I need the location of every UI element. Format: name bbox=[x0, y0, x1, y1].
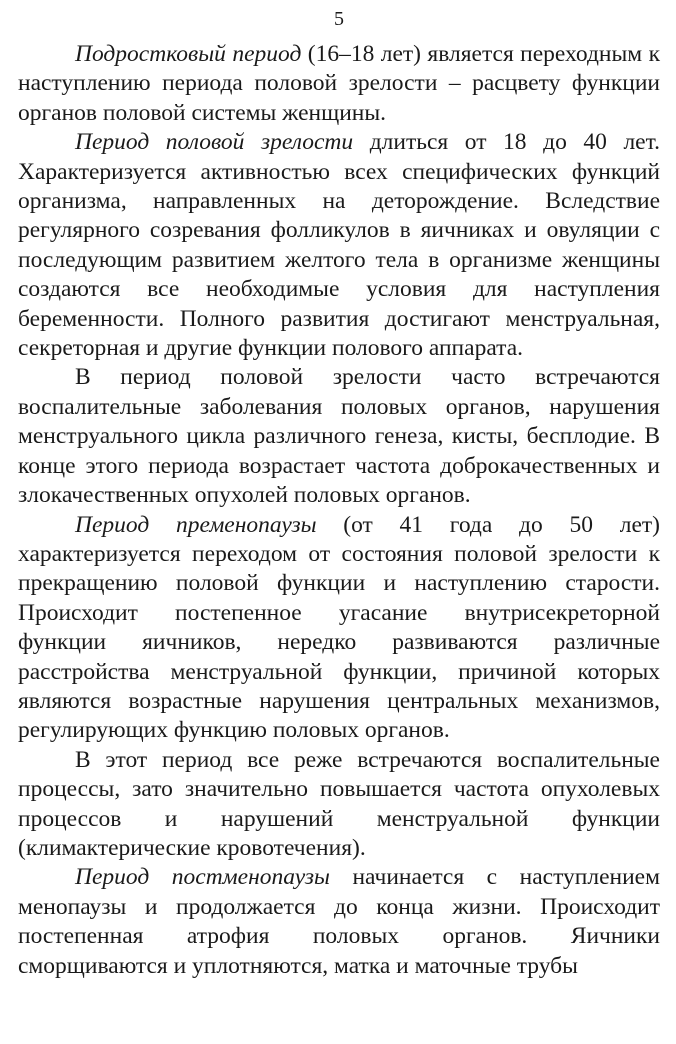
paragraph-text: (от 41 года до 50 лет) характеризуется переходом от состояния половой зрелости к прекращению половой функции и наступлению старости. Происходит постепенное угасание внутрисекреторной функции яичников, нередко развиваются различные расстройства менструальной функции, причиной которых являются возрастные нарушения центральных механизмов, регулирующих функцию половых органов. bbox=[18, 511, 660, 744]
term-premenopause-period: Период пременопаузы bbox=[75, 511, 317, 538]
paragraph-text: длиться от 18 до 40 лет. Характеризуется активностью всех специфических функций организма, направленных на деторождение. Вследствие регулярного созревания фолликулов в яичниках и овуляции с последующим развитием желтого тела в организме женщины создаются все необходимые условия для наступления беременности. Полного развития достигают менструальная, секреторная и другие функции полового аппарата. bbox=[18, 129, 660, 362]
document-page bbox=[18, 0, 660, 981]
paragraph-premenopause-diseases bbox=[18, 746, 660, 864]
paragraph-text: начинается с наступлением менопаузы и продолжается до конца жизни. Происходит постепенная атрофия половых органов. Яичники сморщиваются и уплотняются, матка и маточные трубы bbox=[18, 864, 660, 979]
paragraph-postmenopause-period bbox=[18, 863, 660, 981]
paragraph-text: (16–18 лет) является переходным к наступлению периода половой зрелости – расцвету функции органов половой системы женщины. bbox=[18, 41, 660, 126]
page-number: 5 bbox=[334, 8, 344, 30]
paragraph-maturity-period bbox=[18, 128, 660, 363]
term-postmenopause-period: Период постменопаузы bbox=[75, 864, 330, 891]
paragraph-adolescent-period bbox=[18, 40, 660, 128]
paragraph-text: В этот период все реже встречаются воспалительные процессы, зато значительно повышается частота опухолевых процессов и нарушений менструальной функции (климактерические кровотечения). bbox=[18, 746, 660, 861]
paragraph-text: В период половой зрелости часто встречаются воспалительные заболевания половых органов, нарушения менструального цикла различного генеза, кисты, бесплодие. В конце этого периода возрастает частота доброкачественных и злокачественных опухолей половых органов. bbox=[18, 364, 660, 509]
paragraph-maturity-diseases bbox=[18, 363, 660, 510]
paragraph-premenopause-period bbox=[18, 511, 660, 746]
term-maturity-period: Период половой зрелости bbox=[75, 129, 354, 156]
term-adolescent-period: Подростковый период bbox=[75, 41, 302, 67]
